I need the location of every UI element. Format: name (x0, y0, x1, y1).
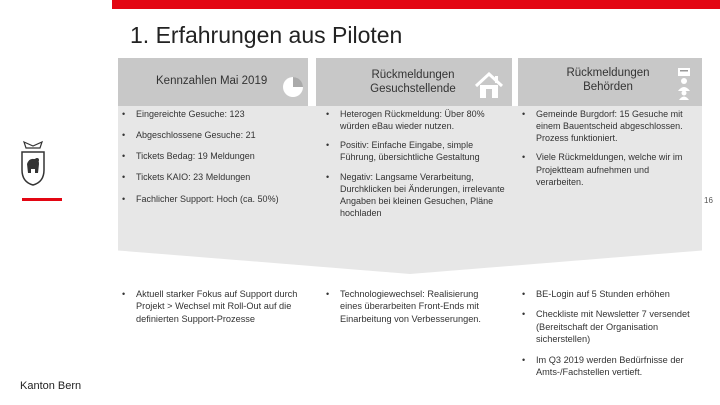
list-item: • Heterogen Rückmeldung: Über 80% würden eBau wieder nutzen. (326, 108, 506, 132)
list-item: • Aktuell starker Fokus auf Support durch Projekt > Wechsel mit Roll-Out auf die definierten Support-Prozesse (122, 288, 298, 325)
list-item: • Abgeschlossene Gesuche: 21 (122, 129, 302, 141)
gesuchstellende-conclusion (326, 288, 502, 325)
list-item: • Gemeinde Burgdorf: 15 Gesuche mit einem Bauentscheid abgeschlossen. Prozess funktioniert. (522, 108, 698, 144)
list-item: • Tickets KAIO: 23 Meldungen (122, 171, 302, 183)
header-label: Kennzahlen Mai 2019 (156, 75, 268, 87)
list-item: • Viele Rückmeldungen, welche wir im Projektteam aufnehmen und verarbeiten. (522, 151, 698, 187)
behoerden-list (522, 108, 698, 195)
list-item: • Positiv: Einfache Eingabe, simple Führung, übersichtliche Gestaltung (326, 139, 506, 163)
pie-chart-icon (282, 76, 304, 98)
list-item: • Negativ: Langsame Verarbeitung, Durchklicken bei Änderungen, irrelevante Angaben bei kleinen Gesuchen, Pläne hochladen (326, 171, 506, 220)
header-label: Rückmeldungen Behörden (566, 67, 650, 94)
list-item: • BE-Login auf 5 Stunden erhöhen (522, 288, 698, 300)
list-item: • Checkliste mit Newsletter 7 versendet (Bereitschaft der Organisation sicherstellen) (522, 308, 698, 345)
bern-coat-of-arms-logo (20, 140, 46, 186)
people-icon (674, 66, 694, 100)
list-item: • Fachlicher Support: Hoch (ca. 50%) (122, 193, 302, 205)
top-accent-bar (112, 0, 720, 9)
gesuchstellende-list (326, 108, 506, 226)
list-item: • Eingereichte Gesuche: 123 (122, 108, 302, 120)
brand-name: Kanton Bern (20, 380, 82, 392)
logo-accent-line (22, 198, 62, 201)
list-item: • Technologiewechsel: Realisierung eines überarbeiten Front-Ends mit Einarbeitung von Verbesserungen. (326, 288, 502, 325)
house-icon (474, 72, 504, 100)
list-item: • Tickets Bedag: 19 Meldungen (122, 150, 302, 162)
behoerden-conclusion (522, 288, 698, 387)
header-kennzahlen (118, 58, 308, 106)
kennzahlen-list (122, 108, 302, 214)
page-title: 1. Erfahrungen aus Piloten (130, 22, 403, 48)
page-number: 16 (704, 196, 713, 205)
header-label: Rückmeldungen Gesuchstellende (370, 69, 456, 96)
list-item: • Im Q3 2019 werden Bedürfnisse der Amts-/Fachstellen vertieft. (522, 354, 698, 379)
header-behoerden (518, 58, 702, 106)
header-gesuchstellende (316, 58, 512, 106)
kennzahlen-conclusion (122, 288, 298, 325)
